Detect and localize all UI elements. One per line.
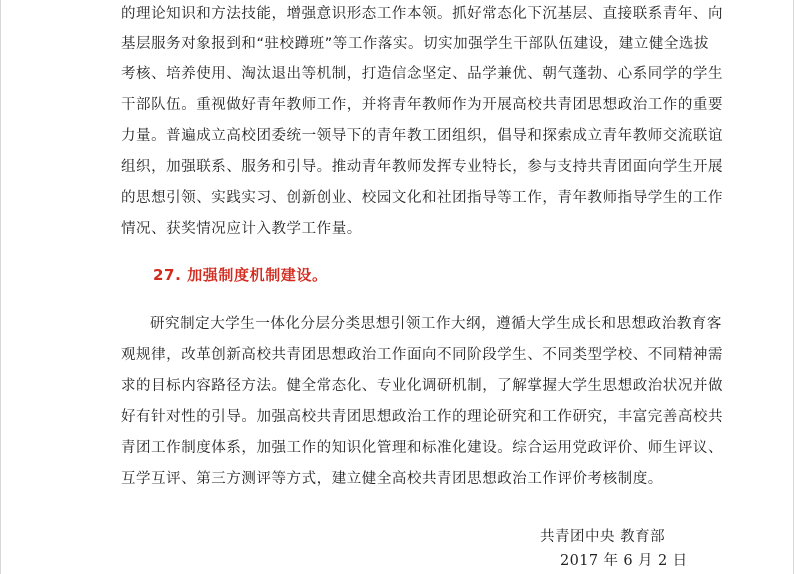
text-line: 的理论知识和方法技能，增强意识形态工作本领。抓好常态化下沉基层、直接联系青年、向 <box>121 6 723 22</box>
text-line: 青团工作制度体系，加强工作的知识化管理和标准化建设。综合运用党政评价、师生评议、 <box>121 440 723 456</box>
text-line: 基层服务对象报到和“驻校蹲班”等工作落实。切实加强学生干部队伍建设，建立健全选拔 <box>121 36 710 52</box>
text-line: 好有针对性的引导。加强高校共青团思想政治工作的理论研究和工作研究，丰富完善高校共 <box>121 409 723 425</box>
text-line: 组织，加强联系、服务和引导。推动青年教师发挥专业特长，参与支持共青团面向学生开展 <box>121 159 723 175</box>
text-line: 研究制定大学生一体化分层分类思想引领工作大纲，遵循大学生成长和思想政治教育客 <box>150 316 722 332</box>
text-line: 力量。普遍成立高校团委统一领导下的青年教工团组织，倡导和探索成立青年教师交流联谊 <box>121 128 723 144</box>
text-line: 的思想引领、实践实习、创新创业、校园文化和社团指导等工作，青年教师指导学生的工作 <box>121 190 723 206</box>
text-line: 情况、获奖情况应计入教学工作量。 <box>121 221 362 237</box>
text-line: 考核、培养使用、淘汰退出等机制，打造信念坚定、品学兼优、朝气蓬勃、心系同学的学生 <box>121 66 723 82</box>
text-line: 干部队伍。重视做好青年教师工作，并将青年教师作为开展高校共青团思想政治工作的重要 <box>121 97 723 113</box>
text-line: 互学互评、第三方测评等方式，建立健全高校共青团思想政治工作评价考核制度。 <box>121 471 663 487</box>
section-heading: 27. 加强制度机制建设。 <box>153 266 328 284</box>
issuing-organizations: 共青团中央 教育部 <box>540 529 666 545</box>
page-right-border <box>793 0 794 574</box>
text-line: 求的目标内容路径方法。健全常态化、专业化调研机制，了解掌握大学生思想政治状况并做 <box>121 378 723 394</box>
issue-date: 2017 年 6 月 2 日 <box>560 553 688 569</box>
text-line: 观规律，改革创新高校共青团思想政治工作面向不同阶段学生、不同类型学校、不同精神需 <box>121 347 723 363</box>
page-left-border <box>0 0 1 574</box>
